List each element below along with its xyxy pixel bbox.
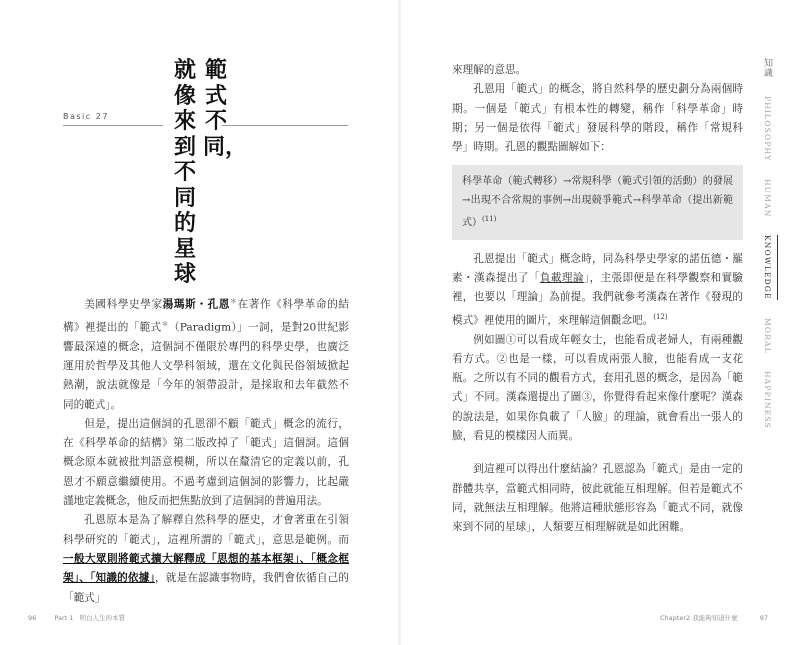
paragraph: 但是，提出這個詞的孔恩卻不顧「範式」概念的流行，在《科學革命的結構》第二版改掉了「範式」這個詞。這個概念原本就被批判語意模糊，所以在釐清它的定義以前，孔恩才不願意繼續使用。不過考慮到這個詞的影響力，比起嚴謹地定義概念，他反而把焦點放到了這個詞的普遍用法。 [63,417,349,508]
person-name: 湯瑪斯・孔恩 [162,298,230,311]
paragraph: 孔恩原本是為了解釋自然科學的歷史，才會著重在引領科學研究的「範式」，這裡所謂的「範式」，意思是範例。而一般大眾則將範式擴大解釋成「思想的基本框架」、「概念框架」、「知識的依據」，就是在認識事物時，我們會依循自己的「範式」 [63,514,350,604]
basic-label: Basic 27 [63,112,109,121]
page-number: 97 [759,614,769,622]
paragraph: 孔恩用「範式」的概念，將自然科學的歷史劃分為兩個時期。一個是「範式」有根本性的轉變，稱作「科學革命」時期；另一個是依得「範式」發展科學的階段，稱作「常規科學」時期。孔恩的觀點圖解如下： [452,83,743,154]
chapter-label: Chapter2 我能夠知道什麼 [660,614,738,622]
right-body-text [452,61,743,538]
section-sidebar [758,58,778,443]
key-term: 負載理論 [539,272,584,285]
page-gutter [398,0,401,645]
paragraph: 美國科學史學家湯瑪斯・孔恩＊在著作《科學革命的結構》裡提出的「範式＊（Paradigm）」一詞，是對20世紀影響最深遠的概念，這個詞不僅限於專門的科學史學，也廣泛運用於哲學及其他人文學科領域，還在文化與民俗領域掀起熱潮，說法就像是「今年的領帶設計，是採取和去年截然不同的範式」。 [63,297,350,411]
sidebar-section-title: 知識 [762,58,772,79]
part-label: Part 1 [54,614,74,622]
left-footer [28,613,125,622]
paragraph: 例如圖①可以看成年輕女士，也能看成老婦人，有兩種觀看方式。②也是一樣，可以看成兩張人臉，也能看成一支花瓶。之所以有不同的觀看方式，套用孔恩的概念，是因為「範式」不同。漢森還提出了圖③，你覺得看起來像什麼呢？漢森的說法是，如果你負載了「人臉」的理論，就會看出一張人的臉，看見的模樣因人而異。 [452,333,743,443]
note-number: (12) [653,312,668,321]
diagram-box: 科學革命（範式轉移）→常規科學（範式引領的活動）的發展→出現不合常規的事例→出現競爭範式→科學革命（提出新範式）$^{(11)}$ [452,165,743,239]
chapter-title-line-2: 就像來到不同的星球 [173,57,196,287]
paragraph: 到這裡可以得出什麼結論？孔恩認為「範式」是由一定的群體共享，當範式相同時，彼此就能互相理解。但若是範式不同，就無法互相理解。他將這種狀態形容為「範式不同，就像來到不同的星球」，人類要互相理解就是如此困難。 [452,463,743,534]
key-term: 範式 [139,321,162,334]
left-body-text [63,292,349,608]
sidebar-item-moral: MORAL [763,317,772,354]
part-title: 明白人生的本質 [79,614,125,622]
sidebar-item-knowledge: KNOWLEDGE [757,235,778,300]
page-number: 96 [28,614,37,622]
note-number: (11) [482,215,497,224]
footnote-marker: ＊ [229,297,238,305]
paragraph: 孔恩提出「範式」概念時，同為科學史學家的諾伍德・羅素・漢森提出了「負載理論」，主張即便是在科學觀察和實驗裡，也要以「理論」為前提。我們就參考漢森在著作《發現的模式》裡使用的圖片，來理解這個觀念吧。$^{(12)}$ [452,252,744,327]
header-rule-right [222,125,348,126]
right-footer [660,613,768,622]
header-rule-left [63,125,163,126]
sidebar-item-philosophy: PHILOSOPHY [763,96,772,162]
chapter-title-line-1: 範式不同， [203,57,248,160]
emphasis-text: 一般大眾則將範式擴大解釋成「思想的基本框架」、「概念框架」、「知識的依據」 [63,552,349,585]
paragraph: 來理解的意思。 [452,64,527,76]
sidebar-item-human: HUMAN [763,179,772,218]
sidebar-item-happiness: HAPPINESS [763,371,772,430]
